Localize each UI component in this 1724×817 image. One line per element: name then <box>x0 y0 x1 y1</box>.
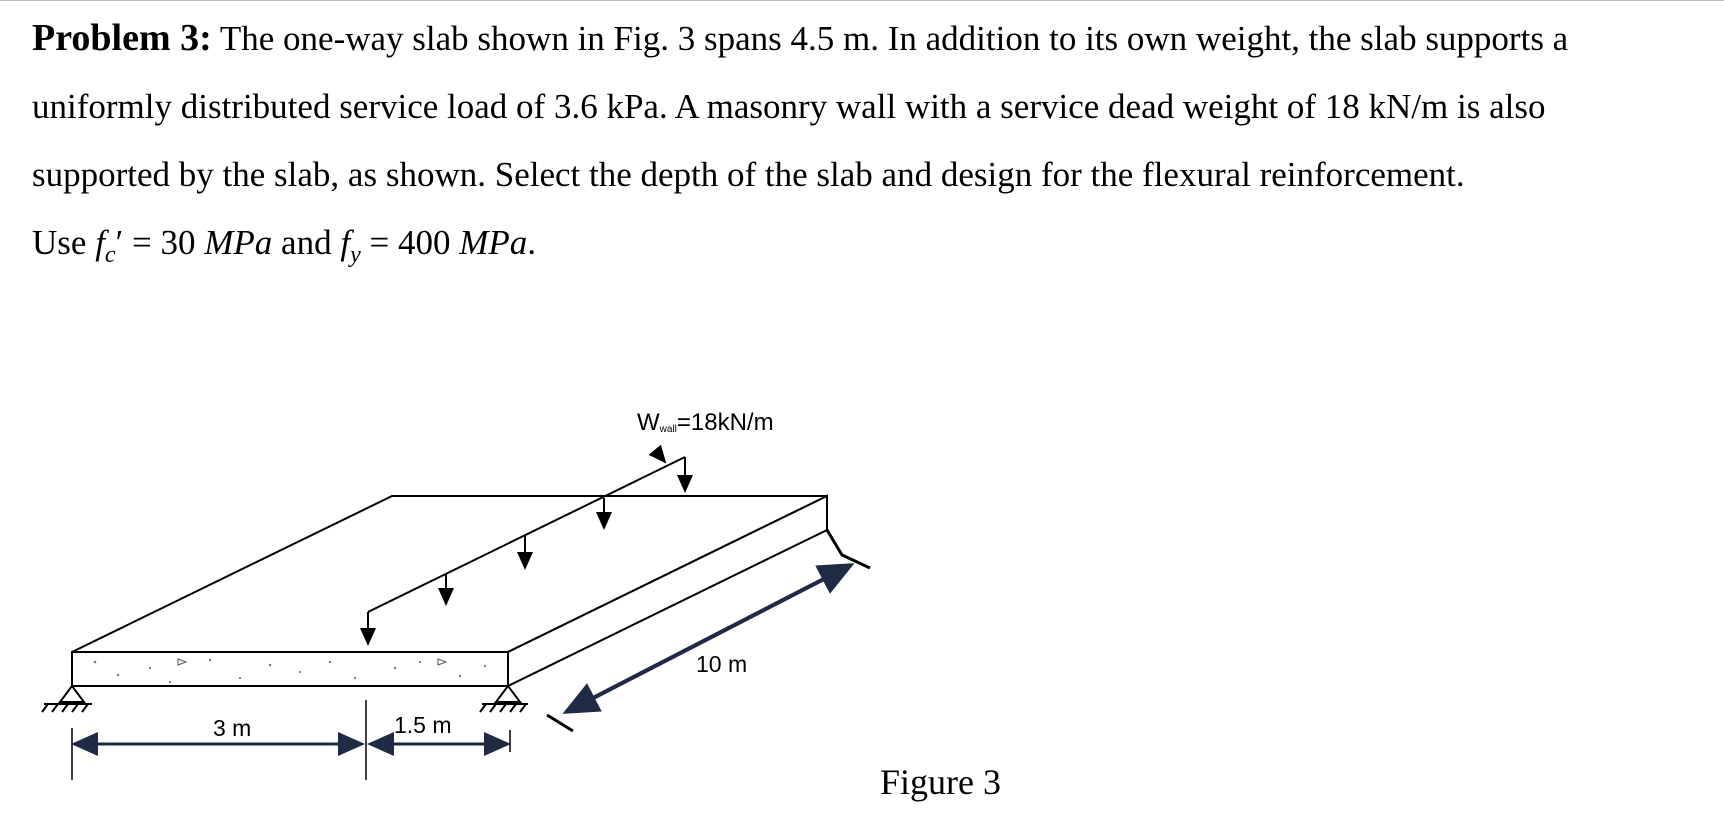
problem-statement: Problem 3: The one-way slab shown in Fig. 3 spans 4.5 m. In addition to its own weight, the slab supports a uniformly distributed service load of 3.6 kPa. A masonry wall with a service dead weight of 18 kN/m is also supported by the slab, as shown. Select the depth of the slab and design for the flexural reinforcement. Use $f_c' = 30$ MPa and $f_y = 400$ MPa. <box>32 17 1569 268</box>
fy-formula: $f_y = 400$ MPa <box>340 223 528 268</box>
slab-diagram <box>0 400 1100 817</box>
dim-right-label: 1.5 m <box>394 712 452 738</box>
problem-text: The one-way slab shown in Fig. 3 spans 4.5 m. In addition to its own weight, the slab supports a uniformly distributed service load of 3.6 kPa. A masonry wall with a service dead weight of 18 kN/m is also supported by the slab, as shown. Select the depth of the slab and design for the flexural reinforcement. <box>32 19 1569 194</box>
problem-label: Problem 3: <box>32 17 212 59</box>
right-pin-support <box>480 686 528 712</box>
slab-front-face <box>72 652 508 686</box>
wall-load-label: Wwall=18kN/m <box>637 409 774 436</box>
dim-length-label: 10 m <box>696 651 748 677</box>
figure-caption: Figure 3 <box>880 762 1001 802</box>
and-text: and <box>272 223 341 262</box>
use-prefix: Use <box>32 223 96 262</box>
far-support-line <box>827 530 870 568</box>
fc-formula: $f_c' = 30$ MPa <box>95 223 273 268</box>
left-pin-support <box>42 686 92 712</box>
dim-left-label: 3 m <box>213 715 252 741</box>
top-border-line <box>0 0 1724 1</box>
slab-figure <box>0 400 1100 817</box>
